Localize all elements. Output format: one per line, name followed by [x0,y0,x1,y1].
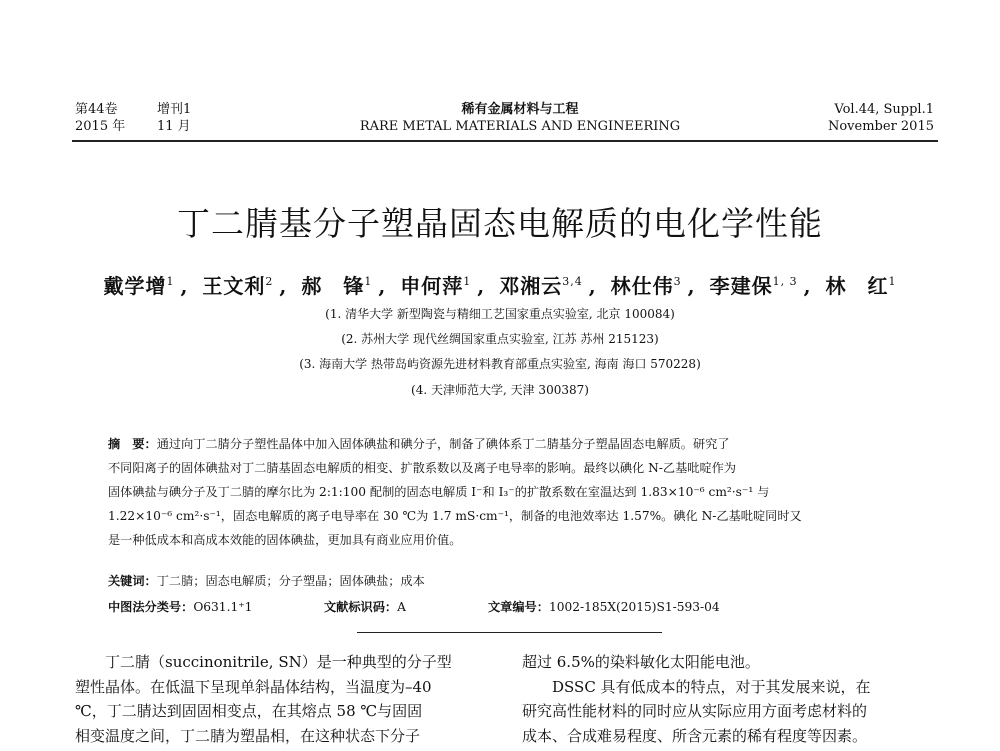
journal-volume-info [75,101,191,135]
journal-name-en: RARE METAL MATERIALS AND ENGINEERING [359,119,681,134]
body-line: 相变温度之间，丁二腈为塑晶相，在这种状态下分子 [75,726,421,745]
author: 李建保$^{1, 3}$ [709,274,798,298]
document-code: 文献标识码：A [324,600,406,614]
affiliation: (3. 海南大学 热带岛屿资源先进材料教育部重点实验室, 海南 海口 570228) [299,357,701,371]
abstract-line: 通过向丁二腈分子塑性晶体中加入固体碘盐和碘分子，制备了碘体系丁二腈基分子塑晶固态电解质。研究了 [156,437,730,451]
author: 邓湘云$^{3,4}$ [499,274,583,298]
abstract [108,432,908,552]
paper-title: 丁二腈基分子塑晶固态电解质的电化学性能 [177,204,823,243]
affiliation: (2. 苏州大学 现代丝绸国家重点实验室, 江苏 苏州 215123) [341,332,659,346]
author: 林 红$^1$ [825,274,897,298]
year: 2015 年 [75,119,126,134]
journal-issue-info [828,101,934,135]
affiliation: (4. 天津师范大学, 天津 300387) [411,383,589,397]
supplement: 增刊1 [157,102,192,117]
date-en: November 2015 [827,119,934,134]
body-column-left [75,650,485,748]
abstract-line: 1.22×10⁻⁶ cm²·s⁻¹，固态电解质的离子电导率在 30 ℃为 1.7 mS·cm⁻¹，制备的电池效率达 1.57%。碘化 N-乙基吡啶同时又 [108,509,802,523]
abstract-line: 是一种低成本和高成本效能的固体碘盐，更加具有商业应用价值。 [108,533,462,547]
abstract-divider [357,632,662,633]
abstract-line: 不同阳离子的固体碘盐对丁二腈基固态电解质的相变、扩散系数以及离子电导率的影响。最终以碘化 N-乙基吡啶作为 [108,461,737,475]
keywords-label: 关键词： [108,574,157,588]
body-line: 成本、合成难易程度、所含元素的稀有程度等因素。 [522,726,868,745]
body-line: DSSC 具有低成本的特点，对于其发展来说，在 [552,677,871,696]
body-line: 丁二腈（succinonitrile, SN）是一种典型的分子型 [105,653,452,671]
clc-code: 中图法分类号：O631.1⁺1 [108,600,253,614]
header-rule [72,140,938,142]
volume-en: Vol.44, Suppl.1 [834,102,934,117]
article-number: 文章编号：1002-185X(2015)S1-593-04 [488,600,720,614]
body-column-right [522,650,932,748]
journal-name-zh: 稀有金属材料与工程 [461,102,579,117]
month: 11 月 [157,119,191,134]
keywords [108,572,425,589]
author-list: 戴学增$^1$ , 王文利$^2$ , 郝 锋$^1$ , 申何萍$^1$ , 邓湘云$^{3,4}$ , 林仕伟$^3$ , 李建保$^{1, 3}$ , 林 红$^1$ [103,274,897,298]
author: 戴学增$^1$ [103,274,175,298]
affiliation: (1. 清华大学 新型陶瓷与精细工艺国家重点实验室, 北京 100084) [325,307,675,321]
author: 郝 锋$^1$ [301,274,373,298]
abstract-line: 固体碘盐与碘分子及丁二腈的摩尔比为 2:1:100 配制的固态电解质 I⁻和 I₃⁻的扩散系数在室温达到 1.83×10⁻⁶ cm²·s⁻¹ 与 [108,485,770,499]
body-line: 超过 6.5%的染料敏化太阳能电池。 [522,653,760,671]
journal-name [300,101,740,135]
volume: 第44卷 [75,102,118,117]
author: 申何萍$^1$ [400,274,472,298]
abstract-label: 摘 要： [108,437,157,451]
body-line: ℃，丁二腈达到固固相变点，在其熔点 58 ℃与固固 [75,702,423,720]
author: 林仕伟$^3$ [610,274,682,298]
body-line: 塑性晶体。在低温下呈现单斜晶体结构，当温度为–40 [75,677,432,696]
body-line: 研究高性能材料的同时应从实际应用方面考虑材料的 [522,702,868,720]
author: 王文利$^2$ [202,274,274,298]
keywords-text: 丁二腈；固态电解质；分子塑晶；固体碘盐；成本 [156,574,425,588]
